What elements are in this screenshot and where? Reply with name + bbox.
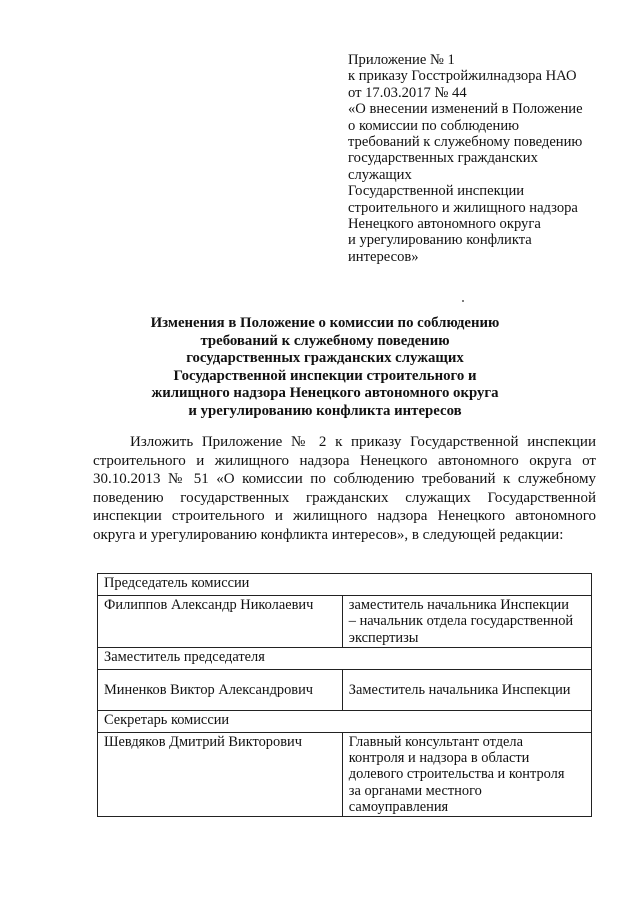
appendix-line: интересов» xyxy=(348,248,419,265)
heading-line: Изменения в Положение о комиссии по соблюдению xyxy=(150,315,500,331)
position-line: контроля и надзора в области xyxy=(348,750,530,767)
table-row xyxy=(98,669,592,710)
paragraph-line: округа и урегулированию конфликта интересов», в следующей редакции: xyxy=(93,526,564,543)
table-row xyxy=(98,647,592,669)
secretary-header-cell: Секретарь комиссии xyxy=(98,710,592,732)
scan-speck xyxy=(462,300,464,302)
commission-members-table xyxy=(97,573,592,817)
appendix-line: Приложение № 1 xyxy=(348,52,455,68)
appendix-line: от 17.03.2017 № 44 xyxy=(348,84,467,101)
appendix-line: «О внесении изменений в Положение xyxy=(348,101,583,118)
appendix-line: строительного и жилищного надзора xyxy=(348,199,578,216)
position-line: самоуправления xyxy=(348,799,449,816)
heading-line: Государственной инспекции строительного и xyxy=(173,367,477,384)
deputy-header-cell: Заместитель председателя xyxy=(98,647,592,669)
position-line: экспертизы xyxy=(348,629,419,646)
table-row xyxy=(98,710,592,732)
appendix-line: служащих xyxy=(348,166,412,183)
chair-position-cell xyxy=(342,596,591,648)
table-row xyxy=(98,732,592,816)
position-line: заместитель начальника Инспекции xyxy=(348,597,569,613)
body-paragraph xyxy=(93,433,596,545)
heading-line: и урегулированию конфликта интересов xyxy=(188,402,462,419)
appendix-line: государственных гражданских xyxy=(348,150,538,167)
appendix-line: требований к служебному поведению xyxy=(348,134,583,151)
paragraph-line: поведению государственных гражданских служащих Государственной xyxy=(93,489,596,506)
chair-header-cell: Председатель комиссии xyxy=(98,574,592,596)
document-heading xyxy=(100,315,550,421)
deputy-position-cell: Заместитель начальника Инспекции xyxy=(342,669,591,710)
appendix-reference xyxy=(348,52,618,265)
table-row xyxy=(98,574,592,596)
position-line: – начальник отдела государственной xyxy=(348,613,574,630)
secretary-name-cell: Шевдяков Дмитрий Викторович xyxy=(98,732,343,816)
paragraph-line: 30.10.2013 № 51 «О комиссии по соблюдению требований к служебному xyxy=(93,471,596,488)
secretary-position-cell xyxy=(342,732,591,816)
table-row xyxy=(98,596,592,648)
heading-line: государственных гражданских служащих xyxy=(186,350,464,367)
position-line: долевого строительства и контроля xyxy=(348,766,565,783)
position-line: Главный консультант отдела xyxy=(348,733,523,750)
position-line: за органами местного xyxy=(348,782,482,799)
heading-line: требований к служебному поведению xyxy=(200,332,450,349)
appendix-line: и урегулированию конфликта xyxy=(348,232,532,249)
paragraph-line: инспекции строительного и жилищного надзора Ненецкого автономного xyxy=(93,508,596,525)
paragraph-line: строительного и жилищного надзора Ненецкого автономного округа от xyxy=(93,452,596,469)
appendix-line: о комиссии по соблюдению xyxy=(348,117,520,134)
appendix-line: Государственной инспекции xyxy=(348,183,525,200)
appendix-line: Ненецкого автономного округа xyxy=(348,216,541,233)
chair-name-cell: Филиппов Александр Николаевич xyxy=(98,596,343,648)
appendix-line: к приказу Госстройжилнадзора НАО xyxy=(348,68,577,85)
deputy-name-cell: Миненков Виктор Александрович xyxy=(98,669,343,710)
heading-line: жилищного надзора Ненецкого автономного округа xyxy=(151,385,499,402)
paragraph-line: Изложить Приложение № 2 к приказу Государственной инспекции xyxy=(130,434,596,450)
